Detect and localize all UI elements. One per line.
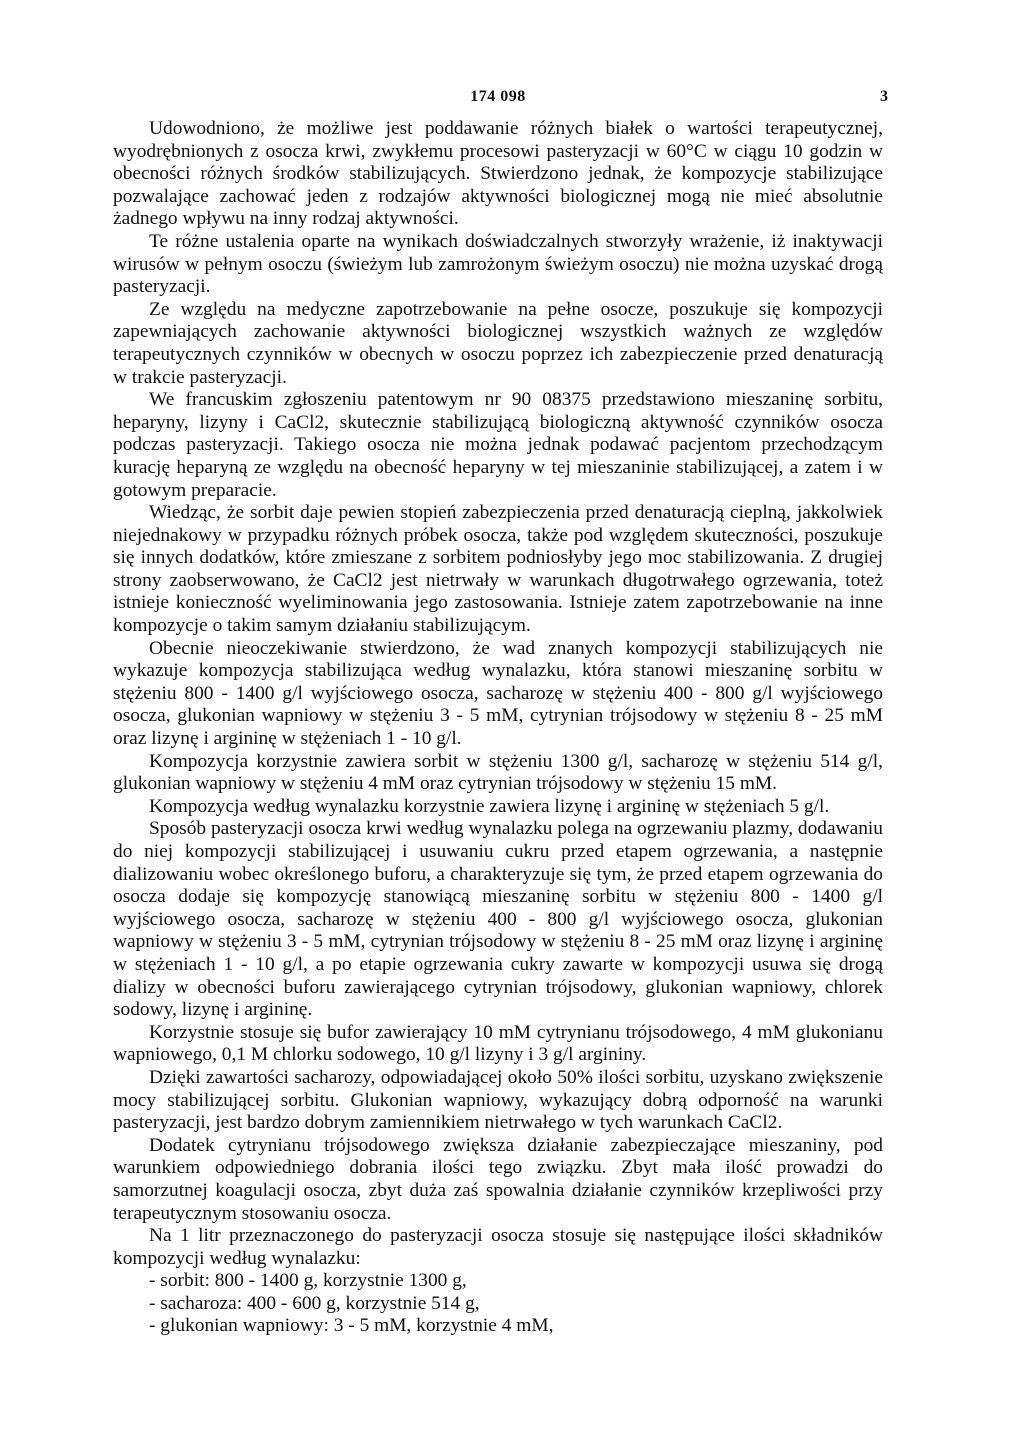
paragraph: Te różne ustalenia oparte na wynikach doświadczalnych stworzyły wrażenie, iż inaktywacji wirusów w pełnym osoczu (świeżym lub zamrożonym świeżym osoczu) nie można uzyskać drogą pasteryzacji. [113,230,883,298]
paragraph: Wiedząc, że sorbit daje pewien stopień zabezpieczenia przed denaturacją cieplną, jakkolwiek niejednakowy w przypadku różnych próbek osocza, także pod względem skuteczności, poszukuje się innych dodatków, które zmieszane z sorbitem podniosłyby jego moc stabilizowania. Z drugiej strony zaobserwowano, że CaCl2 jest nietrwały w warunkach długotrwałego ogrzewania, toteż istnieje konieczność wyeliminowania jego zastosowania. Istnieje zatem zapotrzebowanie na inne kompozycje o takim samym działaniu stabilizującym. [113,502,883,637]
paragraph: Kompozycja korzystnie zawiera sorbit w stężeniu 1300 g/l, sacharozę w stężeniu 514 g/l, glukonian wapniowy w stężeniu 4 mM oraz cytrynian trójsodowy w stężeniu 15 mM. [113,750,883,795]
paragraph: Obecnie nieoczekiwanie stwierdzono, że wad znanych kompozycji stabilizujących nie wykazuje kompozycja stabilizująca według wynalazku, która stanowi mieszaninę sorbitu w stężeniu 800 - 1400 g/l wyjściowego osocza, sacharozę w stężeniu 400 - 800 g/l wyjściowego osocza, glukonian wapniowy w stężeniu 3 - 5 mM, cytrynian trójsodowy w stężeniu 8 - 25 mM oraz lizynę i argininę w stężeniach 1 - 10 g/l. [113,637,883,750]
page-number: 3 [880,88,888,105]
paragraph: We francuskim zgłoszeniu patentowym nr 90 08375 przedstawiono mieszaninę sorbitu, heparyny, lizyny i CaCl2, skutecznie stabilizującą biologiczną aktywność czynników osocza podczas pasteryzacji. Takiego osocza nie można jednak podawać pacjentom przechodzącym kurację heparyną ze względu na obecność heparyny w tej mieszaninie stabilizującej, a zatem i w gotowym preparacie. [113,389,883,501]
document-page [113,88,888,1338]
paragraph: Ze względu na medyczne zapotrzebowanie na pełne osocze, poszukuje się kompozycji zapewniających zachowanie aktywności biologicznej wszystkich ważnych ze względów terapeutycznych czynników w obecnych w osoczu poprzez ich zabezpieczenie przed denaturacją w trakcie pasteryzacji. [113,298,883,388]
page-header [113,88,888,118]
paragraph: Korzystnie stosuje się bufor zawierający 10 mM cytrynianu trójsodowego, 4 mM glukonianu wapniowego, 0,1 M chlorku sodowego, 10 g/l lizyny i 3 g/l argininy. [113,1021,883,1066]
list-item: - sorbit: 800 - 1400 g, korzystnie 1300 g, [149,1270,467,1292]
paragraph: Dodatek cytrynianu trójsodowego zwiększa działanie zabezpieczające mieszaniny, pod warunkiem odpowiedniego dobrania ilości tego związku. Zbyt mała ilość prowadzi do samorzutnej koagulacji osocza, zbyt duża zaś spowalnia działanie czynników krzepliwości przy terapeutycznym stosowaniu osocza. [113,1134,883,1224]
patent-number: 174 098 [470,88,526,105]
list-item: - sacharoza: 400 - 600 g, korzystnie 514 g, [149,1292,480,1314]
paragraph: Dzięki zawartości sacharozy, odpowiadającej około 50% ilości sorbitu, uzyskano zwiększenie mocy stabilizującej sorbitu. Glukonian wapniowy, wykazujący dobrą odporność na warunki pasteryzacji, jest bardzo dobrym zamiennikiem nietrwałego w tych warunkach CaCl2. [113,1066,883,1134]
list-item: - glukonian wapniowy: 3 - 5 mM, korzystnie 4 mM, [149,1315,554,1337]
paragraph: Udowodniono, że możliwe jest poddawanie różnych białek o wartości terapeutycznej, wyodrębnionych z osocza krwi, zwykłemu procesowi pasteryzacji w 60°C w ciągu 10 godzin w obecności różnych środków stabilizujących. Stwierdzono jednak, że kompozycje stabilizujące pozwalające zachować jeden z rodzajów aktywności biologicznej mogą nie mieć absolutnie żadnego wpływu na inny rodzaj aktywności. [113,118,883,230]
paragraph: Na 1 litr przeznaczonego do pasteryzacji osocza stosuje się następujące ilości składników kompozycji według wynalazku: [113,1225,883,1269]
document-body [113,118,883,1338]
paragraph: Sposób pasteryzacji osocza krwi według wynalazku polega na ogrzewaniu plazmy, dodawaniu do niej kompozycji stabilizującej i usuwaniu cukru przed etapem ogrzewania, a następnie dializowaniu wobec określonego buforu, a charakteryzuje się tym, że przed etapem ogrzewania do osocza dodaje się kompozycję stanowiącą mieszaninę sorbitu w stężeniu 800 - 1400 g/l wyjściowego osocza, sacharozę w stężeniu 400 - 800 g/l wyjściowego osocza, glukonian wapniowy w stężeniu 3 - 5 mM, cytrynian trójsodowy w stężeniu 8 - 25 mM oraz lizynę i argininę w stężeniach 1 - 10 g/l, a po etapie ogrzewania cukry zawarte w kompozycji usuwa się drogą dializy w obecności buforu zawierającego cytrynian trójsodowy, glukonian wapniowy, chlorek sodowy, lizynę i argininę. [113,818,883,1021]
component-list [113,1270,883,1338]
paragraph: Kompozycja według wynalazku korzystnie zawiera lizynę i argininę w stężeniach 5 g/l. [149,795,830,817]
